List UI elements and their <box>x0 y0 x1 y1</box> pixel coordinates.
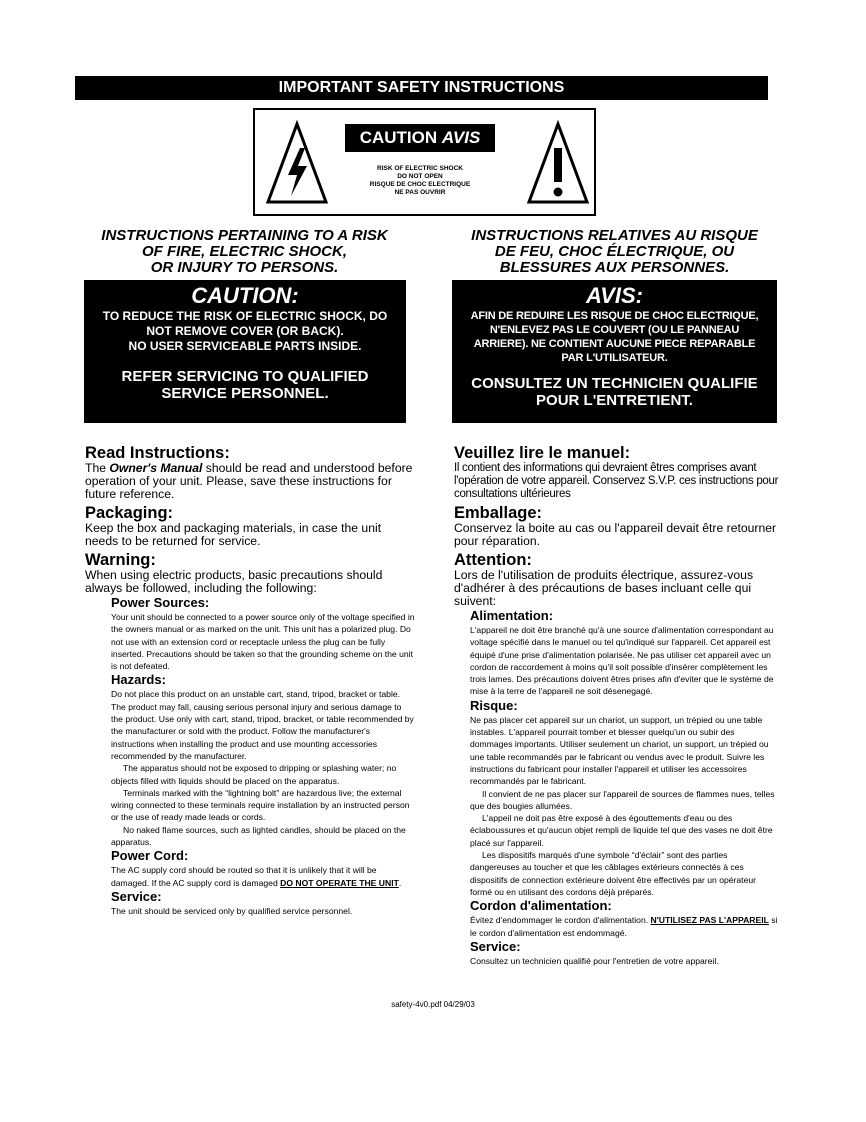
avis-box-refer <box>452 375 777 409</box>
service-text: Consultez un technicien qualifié pour l'entretien de votre appareil. <box>470 955 719 966</box>
heading-line: INSTRUCTIONS RELATIVES AU RISQUE <box>471 227 758 244</box>
caution-box-title: CAUTION: <box>191 283 299 308</box>
power-cord-title: Power Cord: <box>111 848 189 864</box>
page-title: IMPORTANT SAFETY INSTRUCTIONS <box>75 76 768 100</box>
read-instructions-title: Veuillez lire le manuel: <box>454 444 631 462</box>
power-cord-text <box>470 914 779 939</box>
text-span: The AC supply cord should be routed so that it is unlikely that it will be damaged. If the AC supply cord is damaged <box>111 865 377 888</box>
heading-line: INSTRUCTIONS PERTAINING TO A RISK <box>101 227 388 244</box>
caution-text: CAUTION <box>359 128 438 147</box>
box-line: NOT REMOVE COVER (OR BACK). <box>146 324 344 338</box>
box-line: TO REDUCE THE RISK OF ELECTRIC SHOCK, DO <box>102 309 388 323</box>
text-span: si le cordon d'alimentation est endommagé. <box>470 915 778 938</box>
warning-text: Lors de l'utilisation de produits électrique, assurez-vous d'adhérer à des précautions de bases incluant celle qui suivent: <box>454 568 754 608</box>
service-title: Service: <box>111 888 162 904</box>
hazards-text: The apparatus should not be exposed to dripping or splashing water; no objects filled with liquids should be placed on the apparatus. <box>111 763 397 786</box>
packaging-title: Emballage: <box>454 504 543 522</box>
read-instructions-text <box>85 462 415 501</box>
box-line: SERVICE PERSONNEL. <box>161 385 329 402</box>
english-heading <box>88 228 401 276</box>
hazards-text: Terminals marked with the “lightning bolt” are hazardous live; the external wiring connected to these terminals require installation by an instructed person or the use of ready made leads or cords. <box>111 787 410 823</box>
warning-title: Warning: <box>85 551 156 569</box>
packaging-text: Conservez la boite au cas ou l'appareil devait être retourner pour réparation. <box>454 521 777 548</box>
electric-shock-warning-icon <box>264 120 330 206</box>
avis-box <box>452 280 777 423</box>
text-span: Évitez d'endommager le cordon d'alimentation. <box>470 915 651 926</box>
box-line: NO USER SERVICEABLE PARTS INSIDE. <box>128 339 362 353</box>
box-line: POUR L'ENTRETIENT. <box>536 392 693 409</box>
box-line: REFER SERVICING TO QUALIFIED <box>121 368 369 385</box>
service-title: Service: <box>470 938 521 954</box>
owners-manual-text: Owner's Manual <box>109 461 203 475</box>
box-line: ARRIERE). NE CONTIENT AUCUNE PIECE REPARABLE <box>473 338 756 350</box>
text-span: should be read and understood before operation of your unit. Please, save these instructions for future reference. <box>85 461 413 501</box>
packaging-title: Packaging: <box>85 504 174 522</box>
footer-file-id: safety-4v0.pdf 04/29/03 <box>391 1000 475 1009</box>
warning-title: Attention: <box>454 551 532 569</box>
power-sources-text: Your unit should be connected to a power source only of the voltage specified in the owners manual or as marked on the unit. This unit has a polarized plug. Do not use with an extension cord or receptacle unless the plug can be fully inserted. Precautions should be taken so that the grounding scheme on the unit is not defeated. <box>111 612 415 672</box>
do-not-use-text: N'UTILISEZ PAS L'APPAREIL <box>650 915 769 926</box>
avis-text: AVIS <box>441 128 481 147</box>
box-line: PAR L'UTILISATEUR. <box>561 352 668 364</box>
heading-line: DE FEU, CHOC ÉLECTRIQUE, OU <box>494 243 735 260</box>
risk-line: DO NOT OPEN <box>397 173 443 180</box>
risk-lines <box>345 165 495 197</box>
hazards-text: Do not place this product on an unstable cart, stand, tripod, bracket or table. The product may fall, causing serious personal injury and serious damage to the product. Use only with cart, stand, tripod, bracket, or table recommended by the manufacturer or sold with the product. Follow the manufacturer's instructions when installing the product and use mounting accessories recommended by the manufacturer. <box>111 689 414 761</box>
box-line: N'ENLEVEZ PAS LE COUVERT (OU LE PANNEAU <box>489 324 740 336</box>
exclamation-warning-icon <box>525 120 591 206</box>
power-sources-title: Power Sources: <box>111 595 210 610</box>
service-text: The unit should be serviced only by qualified service personnel. <box>111 905 353 916</box>
box-line: AFIN DE REDUIRE LES RISQUE DE CHOC ELECTRIQUE, <box>470 310 759 322</box>
hazards-text: Ne pas placer cet appareil sur un chariot, un support, un trépied ou une table instables. L'appareil pourrait tomber et blesser quelqu'un ou subir des dommages importants. Utiliser seulement un chariot, un support, un trépied ou une table recommandés par le fabricant ou vendus avec le produit. Suivre les instructions du fabricant pour installer l'appareil et utiliser les accessoires recommandés par le fabricant. <box>470 714 769 787</box>
hazards-title: Risque: <box>470 697 518 713</box>
hazards-text: Il convient de ne pas placer sur l'appareil de sources de flammes nues, telles que des bougies allumées. <box>470 788 775 811</box>
power-cord-title: Cordon d'alimentation: <box>470 898 612 914</box>
risk-line: RISQUE DE CHOC ELECTRIQUE <box>369 181 471 188</box>
text-span: . <box>398 877 402 888</box>
packaging-text: Keep the box and packaging materials, in case the unit needs to be returned for service. <box>85 521 382 548</box>
hazards-title: Hazards: <box>111 672 166 688</box>
power-cord-text <box>111 864 415 889</box>
heading-line: BLESSURES AUX PERSONNES. <box>499 259 730 276</box>
risk-line: NE PAS OUVRIR <box>394 189 446 196</box>
english-subsections <box>111 595 415 917</box>
do-not-operate-text: DO NOT OPERATE THE UNIT <box>280 877 399 888</box>
read-instructions-text: Il contient des informations qui devraient êtres comprises avant l'opération de votre appareil. Conservez S.V.P. ces instructions pour consultations ultérieures <box>454 462 779 500</box>
power-sources-text: L'appareil ne doit être branché qu'à une source d'alimentation correspondant au voltage spécifié dans le manuel ou tel qu'indiqué sur l'appareil. Cet appareil est équipé d'une prise d'alimentation polarisée. Ne pas utiliser cet appareil avec un cordon de raccordement à moins qu'il soit possible d'insérer complètement les trois lames. Des précautions doivent êtres prises afin d'eviter que le système de mise à la terre de l'appareil ne soit désenegagé. <box>470 625 774 697</box>
read-instructions-title: Read Instructions: <box>85 444 230 462</box>
warning-text: When using electric products, basic precautions should always be followed, including the following: <box>85 568 383 595</box>
heading-line: OF FIRE, ELECTRIC SHOCK, <box>141 243 347 260</box>
english-column <box>85 444 415 917</box>
box-line: CONSULTEZ UN TECHNICIEN QUALIFIE <box>471 375 758 392</box>
risk-line: RISK OF ELECTRIC SHOCK <box>377 165 463 172</box>
french-heading <box>456 228 773 276</box>
power-sources-title: Alimentation: <box>470 608 554 623</box>
caution-box-refer <box>84 368 406 402</box>
hazards-text: No naked flame sources, such as lighted candles, should be placed on the apparatus. <box>111 824 406 848</box>
hazards-text: Les dispositifs marqués d'une symbole “d'éclair” sont des parties dangereuses au toucher et que les câblages extérieurs connectés à ces dispositifs de connection extérieure doivent être effectivés par un opérateur formé ou en utilisant des cordons déjà préparés. <box>470 850 756 897</box>
french-column <box>454 444 779 967</box>
caution-avis-label <box>345 124 495 152</box>
heading-line: OR INJURY TO PERSONS. <box>150 259 339 276</box>
caution-warning-label <box>253 108 596 216</box>
text-span: The <box>85 461 110 475</box>
hazards-text: L'appeil ne doit pas être exposé à des égouttements d'eau ou des éclaboussures et qu'aucun objet rempli de liquide tel que des vases ne doit être placé sur l'appareil. <box>470 813 773 848</box>
avis-box-body <box>452 309 777 365</box>
caution-box <box>84 280 406 423</box>
avis-box-title: AVIS: <box>585 283 644 308</box>
french-subsections <box>470 608 779 967</box>
caution-box-body <box>84 309 406 354</box>
